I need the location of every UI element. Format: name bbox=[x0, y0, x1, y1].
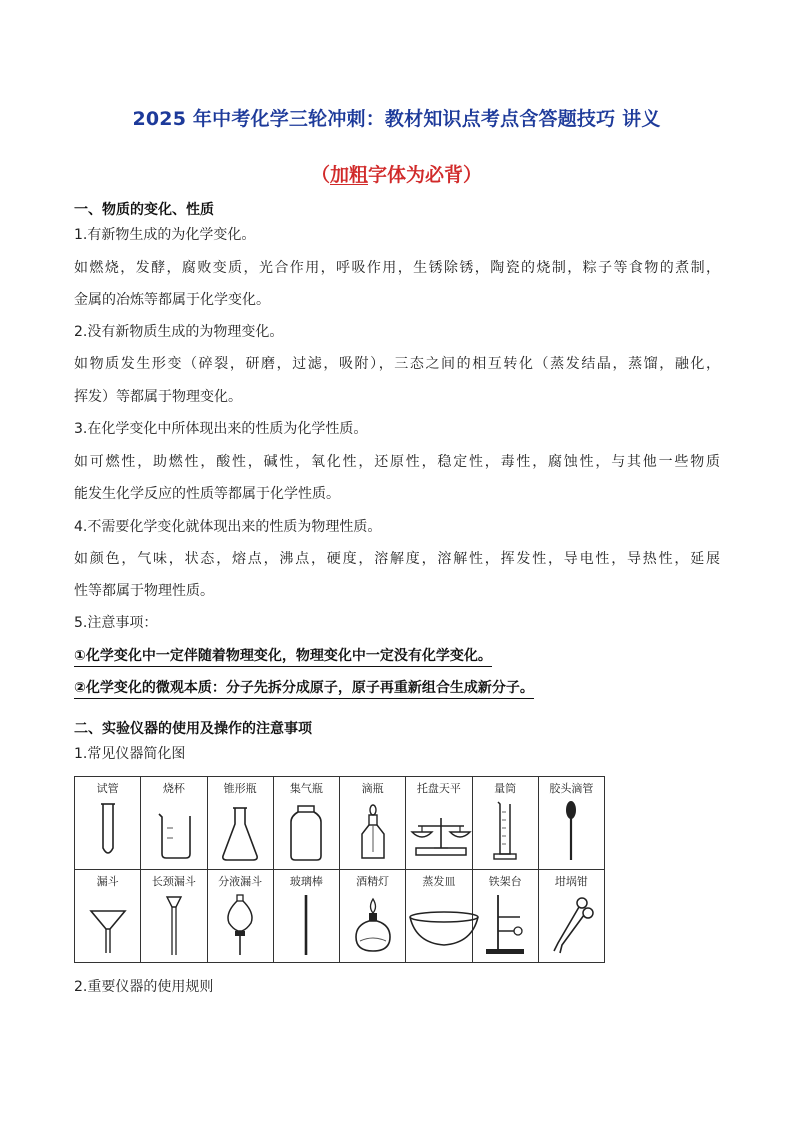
instrument-cell bbox=[141, 870, 207, 963]
conical-flask-icon bbox=[215, 798, 265, 864]
instrument-cell bbox=[273, 777, 339, 870]
instrument-cell bbox=[340, 777, 406, 870]
instrument-label: 铁架台 bbox=[488, 875, 522, 888]
section1-p6-line1: 如可燃性，助燃性，酸性，碱性，氧化性，还原性，稳定性，毒性，腐蚀性，与其他一些物质 bbox=[74, 454, 720, 470]
iron-stand-icon bbox=[480, 891, 530, 957]
subtitle-underlined: 加粗 bbox=[329, 164, 368, 186]
instrument-label: 玻璃棒 bbox=[289, 875, 323, 888]
instrument-label: 量筒 bbox=[494, 782, 517, 795]
instrument-label: 胶头滴管 bbox=[549, 782, 594, 795]
instrument-cell bbox=[141, 777, 207, 870]
rubber-dropper-icon bbox=[546, 798, 596, 864]
section2-p1: 1.常见仪器简化图 bbox=[74, 746, 186, 762]
instrument-label: 长颈漏斗 bbox=[151, 875, 196, 888]
separatory-funnel-icon bbox=[215, 891, 265, 957]
section2-heading: 二、实验仪器的使用及操作的注意事项 bbox=[74, 721, 312, 737]
beaker-icon bbox=[149, 798, 199, 864]
instrument-label: 托盘天平 bbox=[416, 782, 461, 795]
alcohol-lamp-icon bbox=[348, 891, 398, 957]
test-tube-icon bbox=[83, 798, 133, 864]
section1-heading: 一、物质的变化、性质 bbox=[74, 202, 214, 218]
section1-p4-line1: 如物质发生形变（碎裂，研磨，过滤，吸附），三态之间的相互转化（蒸发结晶，蒸馏，融化， bbox=[74, 356, 720, 372]
instrument-cell bbox=[472, 777, 538, 870]
instrument-label: 蒸发皿 bbox=[422, 875, 456, 888]
instrument-label: 锥形瓶 bbox=[223, 782, 257, 795]
section1-p8-line2: 性等都属于物理性质。 bbox=[74, 583, 214, 599]
instrument-cell bbox=[207, 777, 273, 870]
instrument-cell bbox=[340, 870, 406, 963]
glass-rod-icon bbox=[281, 891, 331, 957]
funnel-icon bbox=[83, 891, 133, 957]
instrument-cell bbox=[273, 870, 339, 963]
instrument-table bbox=[74, 776, 605, 963]
instrument-label: 漏斗 bbox=[96, 875, 119, 888]
section1-p9: 5.注意事项： bbox=[74, 615, 158, 631]
instrument-cell bbox=[406, 870, 472, 963]
gas-jar-icon bbox=[281, 798, 331, 864]
instrument-label: 坩埚钳 bbox=[554, 875, 588, 888]
crucible-tongs-icon bbox=[546, 891, 596, 957]
note-1: ①化学变化中一定伴随着物理变化，物理变化中一定没有化学变化。 bbox=[74, 645, 492, 667]
instrument-label: 集气瓶 bbox=[289, 782, 323, 795]
section1-p6-line2: 能发生化学反应的性质等都属于化学性质。 bbox=[74, 486, 340, 502]
instrument-row bbox=[75, 777, 605, 870]
section1-p2-line2: 金属的冶炼等都属于化学变化。 bbox=[74, 292, 270, 308]
section1-p2-line1: 如燃烧，发酵，腐败变质，光合作用，呼吸作用，生锈除锈，陶瓷的烧制，粽子等食物的煮制， bbox=[74, 260, 720, 276]
instrument-cell bbox=[75, 870, 141, 963]
graduated-cylinder-icon bbox=[480, 798, 530, 864]
section1-p4-line2: 挥发）等都属于物理变化。 bbox=[74, 389, 242, 405]
section1-p5: 3.在化学变化中所体现出来的性质为化学性质。 bbox=[74, 421, 368, 437]
instrument-cell bbox=[538, 777, 604, 870]
evaporating-dish-icon bbox=[406, 891, 482, 957]
instrument-row bbox=[75, 870, 605, 963]
section1-p3: 2.没有新物质生成的为物理变化。 bbox=[74, 324, 284, 340]
instrument-cell bbox=[538, 870, 604, 963]
long-neck-funnel-icon bbox=[149, 891, 199, 957]
instrument-cell bbox=[406, 777, 472, 870]
instrument-label: 试管 bbox=[96, 782, 119, 795]
section1-p1: 1.有新物生成的为化学变化。 bbox=[74, 227, 256, 243]
page-title: 2025 年中考化学三轮冲刺：教材知识点考点含答题技巧 讲义 bbox=[132, 108, 661, 130]
balance-icon bbox=[406, 798, 476, 864]
instrument-label: 滴瓶 bbox=[361, 782, 384, 795]
subtitle-open: （ bbox=[310, 164, 330, 186]
instrument-label: 酒精灯 bbox=[356, 875, 390, 888]
instrument-cell bbox=[472, 870, 538, 963]
instrument-label: 烧杯 bbox=[162, 782, 185, 795]
page-subtitle bbox=[0, 160, 793, 187]
instrument-label: 分液漏斗 bbox=[218, 875, 263, 888]
section1-p7: 4.不需要化学变化就体现出来的性质为物理性质。 bbox=[74, 519, 382, 535]
subtitle-rest: 字体为必背） bbox=[368, 164, 483, 186]
instrument-cell bbox=[207, 870, 273, 963]
section1-p8-line1: 如颜色，气味，状态，熔点，沸点，硬度，溶解度，溶解性，挥发性，导电性，导热性，延展 bbox=[74, 551, 720, 567]
instrument-cell bbox=[75, 777, 141, 870]
note-2: ②化学变化的微观本质：分子先拆分成原子，原子再重新组合生成新分子。 bbox=[74, 677, 534, 699]
section2-p2: 2.重要仪器的使用规则 bbox=[74, 979, 214, 995]
dropper-bottle-icon bbox=[348, 798, 398, 864]
